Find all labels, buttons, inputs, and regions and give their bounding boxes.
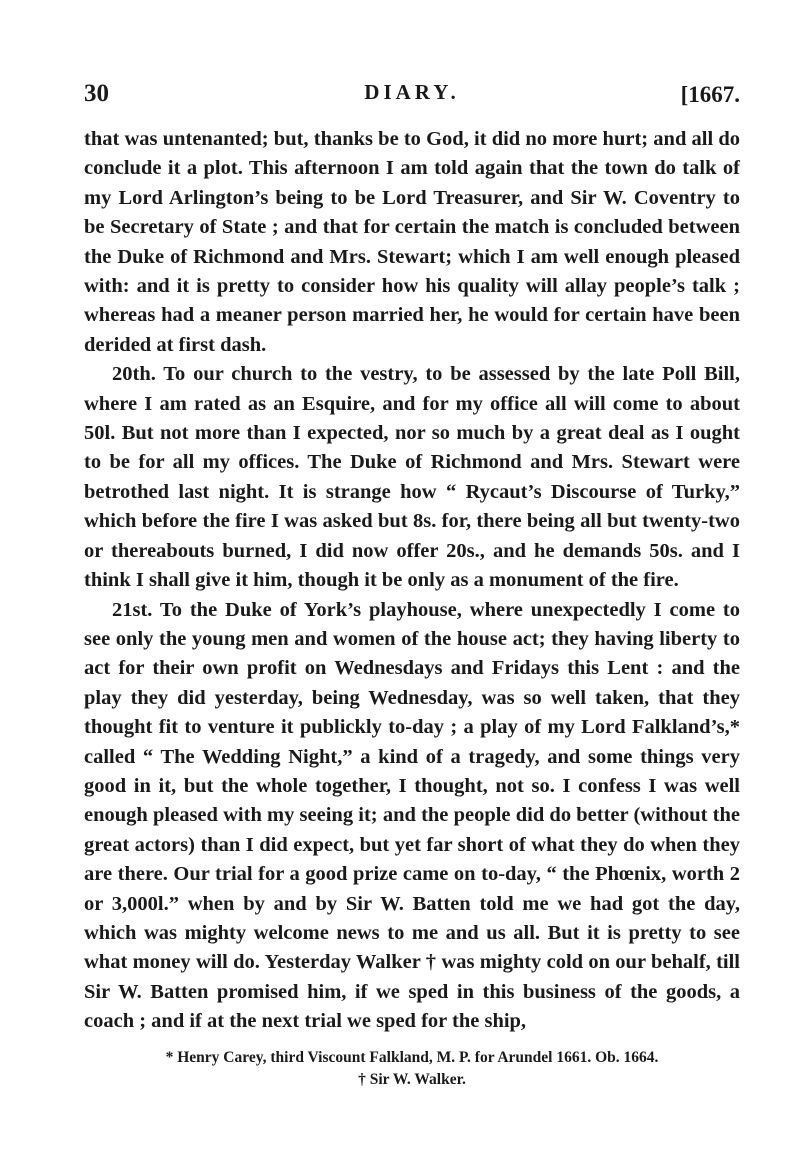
- footnotes: [84, 1047, 740, 1091]
- footnote-walker: † Sir W. Walker.: [358, 1071, 466, 1088]
- page-header: [84, 80, 740, 116]
- page-number: 30: [84, 80, 109, 107]
- footnote-falkland: * Henry Carey, third Viscount Falkland, M. P. for Arundel 1661. Ob. 1664.: [165, 1049, 659, 1066]
- year-label: [1667.: [680, 82, 740, 107]
- running-head: DIARY.: [364, 80, 460, 104]
- paragraph-continuation: that was untenanted; but, thanks be to God, it did no more hurt; and all do conclude it a plot. This afternoon I am told again that the town do talk of my Lord Arlington’s being to be Lord Treasurer, and Sir W. Coventry to be Secretary of State ; and that for certain the match is concluded between the Duke of Richmond and Mrs. Stewart; which I am well enough pleased with: and it is pretty to consider how his quality will allay people’s talk ; whereas had a meaner person married her, he would for certain have been derided at first dash.: [84, 128, 740, 356]
- diary-body: [84, 125, 740, 1037]
- paragraph-21st: 21st. To the Duke of York’s playhouse, where unexpectedly I come to see only the young men and women of the house act; they having liberty to act for their own profit on Wednesdays and Fridays this Lent : and the play they did yesterday, being Wednesday, was so well taken, that they thought fit to venture it publickly to-day ; a play of my Lord Falkland’s,* called “ The Wedding Night,” a kind of a tragedy, and some things very good in it, but the whole together, I thought, not so. I confess I was well enough pleased with my seeing it; and the people did do better (without the great actors) than I did expect, but yet far short of what they do when they are there. Our trial for a good prize came on to-day, “ the Phœnix, worth 2 or 3,000l.” when by and by Sir W. Batten told me we had got the day, which was mighty welcome news to me and us all. But it is pretty to see what money will do. Yesterday Walker † was mighty cold on our behalf, till Sir W. Batten promised him, if we sped in this business of the goods, a coach ; and if at the next trial we sped for the ship,: [84, 598, 740, 1033]
- paragraph-20th: 20th. To our church to the vestry, to be assessed by the late Poll Bill, where I am rated as an Esquire, and for my office all will come to about 50l. But not more than I expected, nor so much by a great deal as I ought to be for all my offices. The Duke of Richmond and Mrs. Stewart were betrothed last night. It is strange how “ Rycaut’s Discourse of Turky,” which before the fire I was asked but 8s. for, there being all but twenty-two or thereabouts burned, I did now offer 20s., and he demands 50s. and I think I shall give it him, though it be only as a monument of the fire.: [84, 363, 740, 592]
